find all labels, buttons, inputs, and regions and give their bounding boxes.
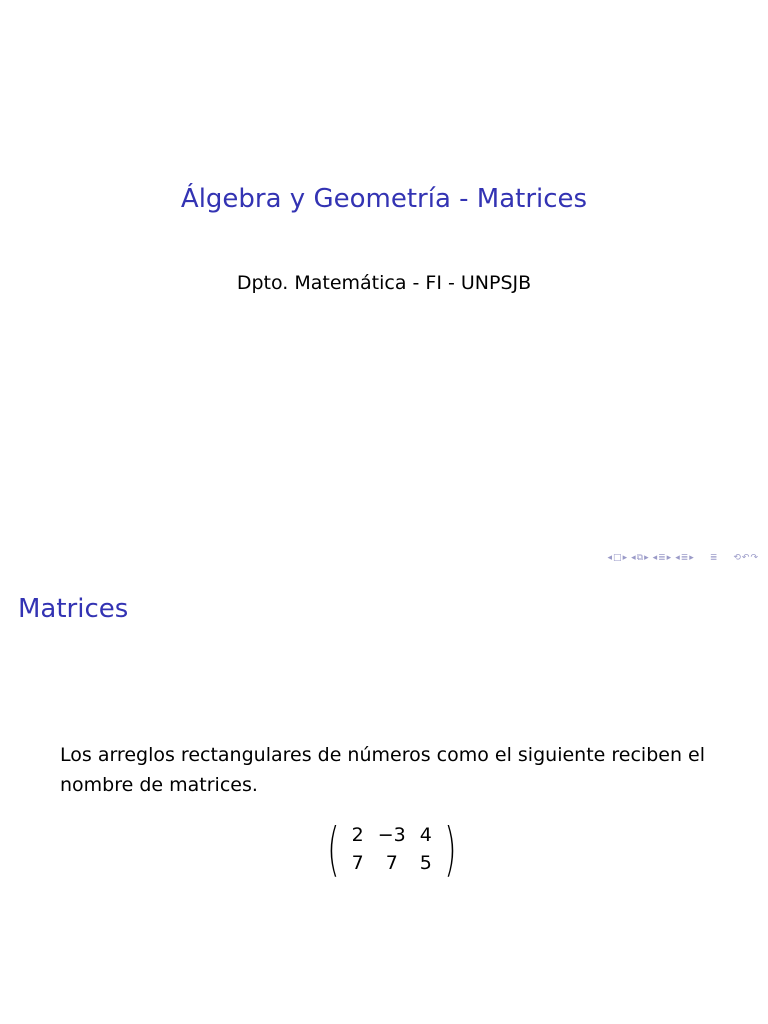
matrix-row xyxy=(345,849,439,877)
matrices-slide xyxy=(0,576,768,1024)
beamer-navigation-bar xyxy=(608,554,758,563)
matrix-entries xyxy=(345,821,439,877)
section-nav-group xyxy=(653,554,672,563)
subsection-icon[interactable]: ≣ xyxy=(680,553,689,563)
matrix-cell: 5 xyxy=(419,852,432,874)
right-parenthesis: ) xyxy=(443,815,457,883)
section-next-icon[interactable]: ▸ xyxy=(666,553,672,563)
matrix-row xyxy=(345,821,439,849)
matrix-cell: 7 xyxy=(351,852,364,874)
subframe-prev-icon[interactable]: ◂ xyxy=(631,553,636,563)
search-nav-group xyxy=(733,554,758,563)
matrix-cell: 2 xyxy=(351,824,364,846)
frame-next-icon[interactable]: ▸ xyxy=(622,553,628,563)
document-icon[interactable]: ≣ xyxy=(709,553,718,563)
back-icon[interactable]: ↶ xyxy=(741,553,750,563)
section-prev-icon[interactable]: ◂ xyxy=(652,553,658,563)
subsection-next-icon[interactable]: ▸ xyxy=(689,553,694,563)
frame-prev-icon[interactable]: ◂ xyxy=(607,553,613,563)
subsection-prev-icon[interactable]: ◂ xyxy=(675,553,680,563)
matrix-cell: 7 xyxy=(385,852,398,874)
matrix-cell: −3 xyxy=(377,824,406,846)
presentation-title: Álgebra y Geometría - Matrices xyxy=(180,184,588,214)
frame-title: Matrices xyxy=(18,594,129,624)
find-icon[interactable]: ⟲ xyxy=(733,553,741,563)
subsection-frame-nav-group xyxy=(631,554,649,563)
section-icon[interactable]: ≣ xyxy=(658,553,666,563)
presentation-author: Dpto. Matemática - FI - UNPSJB xyxy=(236,272,532,294)
subsection-nav-group xyxy=(675,554,694,563)
subframe-icon[interactable]: ⧉ xyxy=(636,553,644,563)
frame-nav-group xyxy=(608,554,628,563)
subframe-next-icon[interactable]: ▸ xyxy=(644,553,649,563)
matrix-cell: 4 xyxy=(419,824,432,846)
example-matrix xyxy=(322,815,461,883)
body-paragraph: Los arreglos rectangulares de números como el siguiente reciben el nombre de matrices. xyxy=(60,744,705,796)
frame-icon[interactable]: □ xyxy=(613,553,622,563)
left-parenthesis: ( xyxy=(327,815,340,883)
forward-icon[interactable]: ↷ xyxy=(750,553,758,563)
